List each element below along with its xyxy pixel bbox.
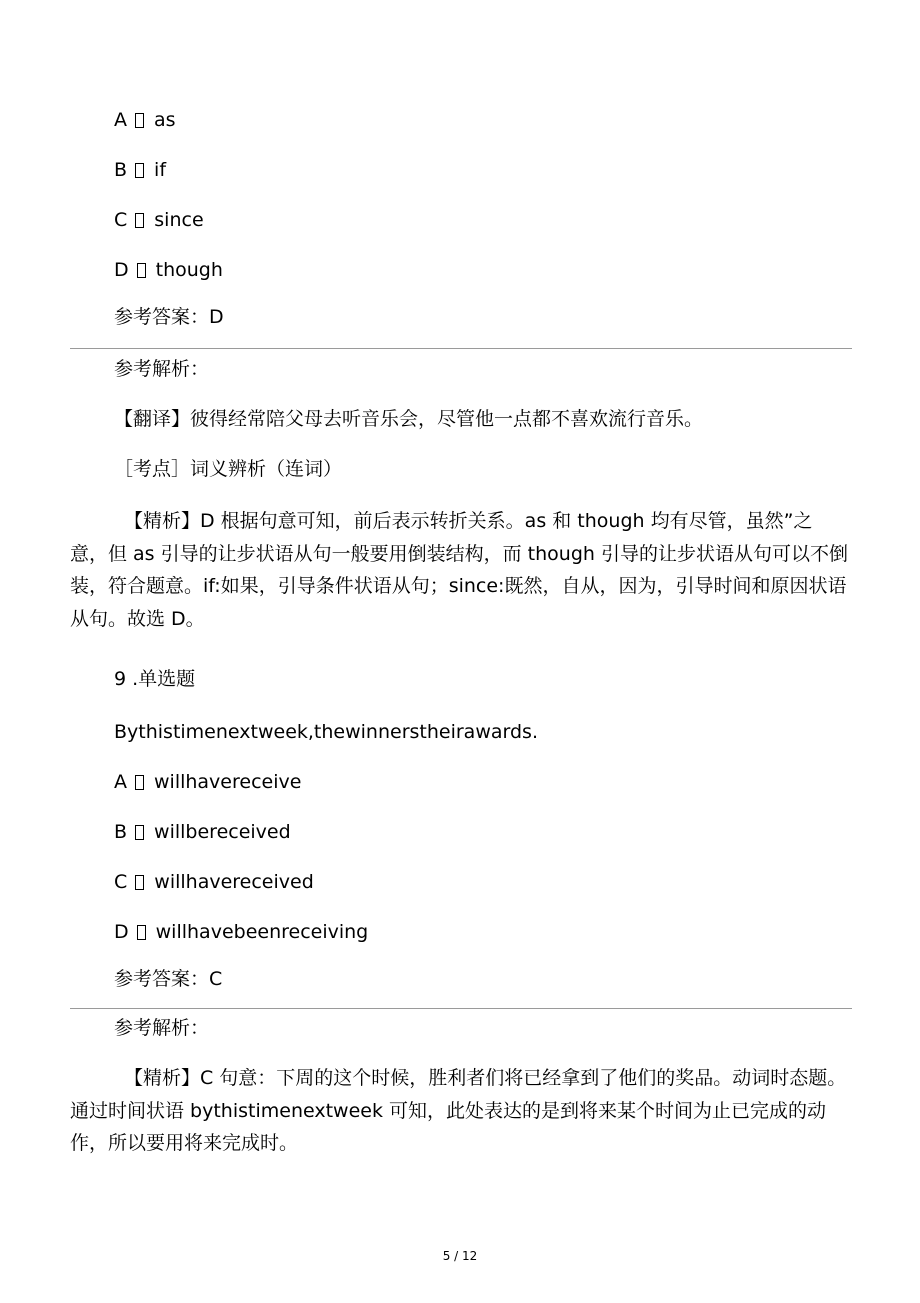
q9-analysis-label: 参考解析： [114, 1017, 210, 1039]
checkbox-glyph [137, 925, 146, 940]
option-text: willhavereceive [154, 771, 302, 793]
option-letter: D [114, 259, 129, 281]
option-text: willhavebeenreceiving [155, 921, 369, 943]
option-letter: A [114, 771, 127, 793]
q8-explanation: 【精析】D 根据句意可知，前后表示转折关系。as 和 though 均有尽管，虽然”之意，但 as 引导的让步状语从句一般要用倒装结构，而 though 引导的让步状语从句可以不倒装，符合题意。if:如果，引导条件状语从句；since:既然，自从，因为，引导时间和原因状语从句。故选 D。 [70, 510, 848, 630]
divider [70, 348, 852, 349]
checkbox-glyph [135, 163, 144, 178]
option-text: if [154, 159, 167, 181]
q9-answer: 参考答案：C [114, 968, 223, 990]
q9-option-c [114, 870, 314, 894]
checkbox-glyph [135, 775, 144, 790]
q9-explanation: 【精析】C 句意：下周的这个时候，胜利者们将已经拿到了他们的奖品。动词时态题。通过时间状语 bythistimenextweek 可知，此处表达的是到将来某个时间为止已完成的动作，所以要用将来完成时。 [70, 1067, 847, 1154]
option-letter: D [114, 921, 129, 943]
option-text: willbereceived [154, 821, 291, 843]
option-text: as [154, 109, 176, 131]
option-letter: A [114, 109, 127, 131]
q8-option-c [114, 208, 204, 232]
option-text: willhavereceived [154, 871, 314, 893]
q8-kaodian: ［考点］词义辨析（连词） [114, 458, 343, 480]
q9-option-b [114, 820, 291, 844]
checkbox-glyph [137, 263, 146, 278]
q8-option-d [114, 258, 223, 282]
checkbox-glyph [135, 875, 144, 890]
checkbox-glyph [135, 825, 144, 840]
q9-option-a [114, 770, 301, 794]
q9-option-d [114, 920, 368, 944]
option-letter: C [114, 209, 128, 231]
page-number: 5 / 12 [442, 1249, 478, 1263]
q8-analysis-label: 参考解析： [114, 358, 210, 380]
checkbox-glyph [135, 213, 144, 228]
option-letter: B [114, 821, 128, 843]
q8-answer: 参考答案：D [114, 306, 224, 328]
checkbox-glyph [135, 113, 144, 128]
option-text: though [155, 259, 223, 281]
divider [70, 1008, 852, 1009]
q9-heading: 9 .单选题 [114, 668, 196, 690]
option-letter: C [114, 871, 128, 893]
q8-translation: 【翻译】彼得经常陪父母去听音乐会，尽管他一点都不喜欢流行音乐。 [114, 408, 704, 430]
q8-option-b [114, 158, 166, 182]
option-letter: B [114, 159, 128, 181]
option-text: since [154, 209, 204, 231]
q9-question: Bythistimenextweek,thewinnerstheirawards. [114, 721, 538, 743]
q8-option-a [114, 108, 176, 132]
